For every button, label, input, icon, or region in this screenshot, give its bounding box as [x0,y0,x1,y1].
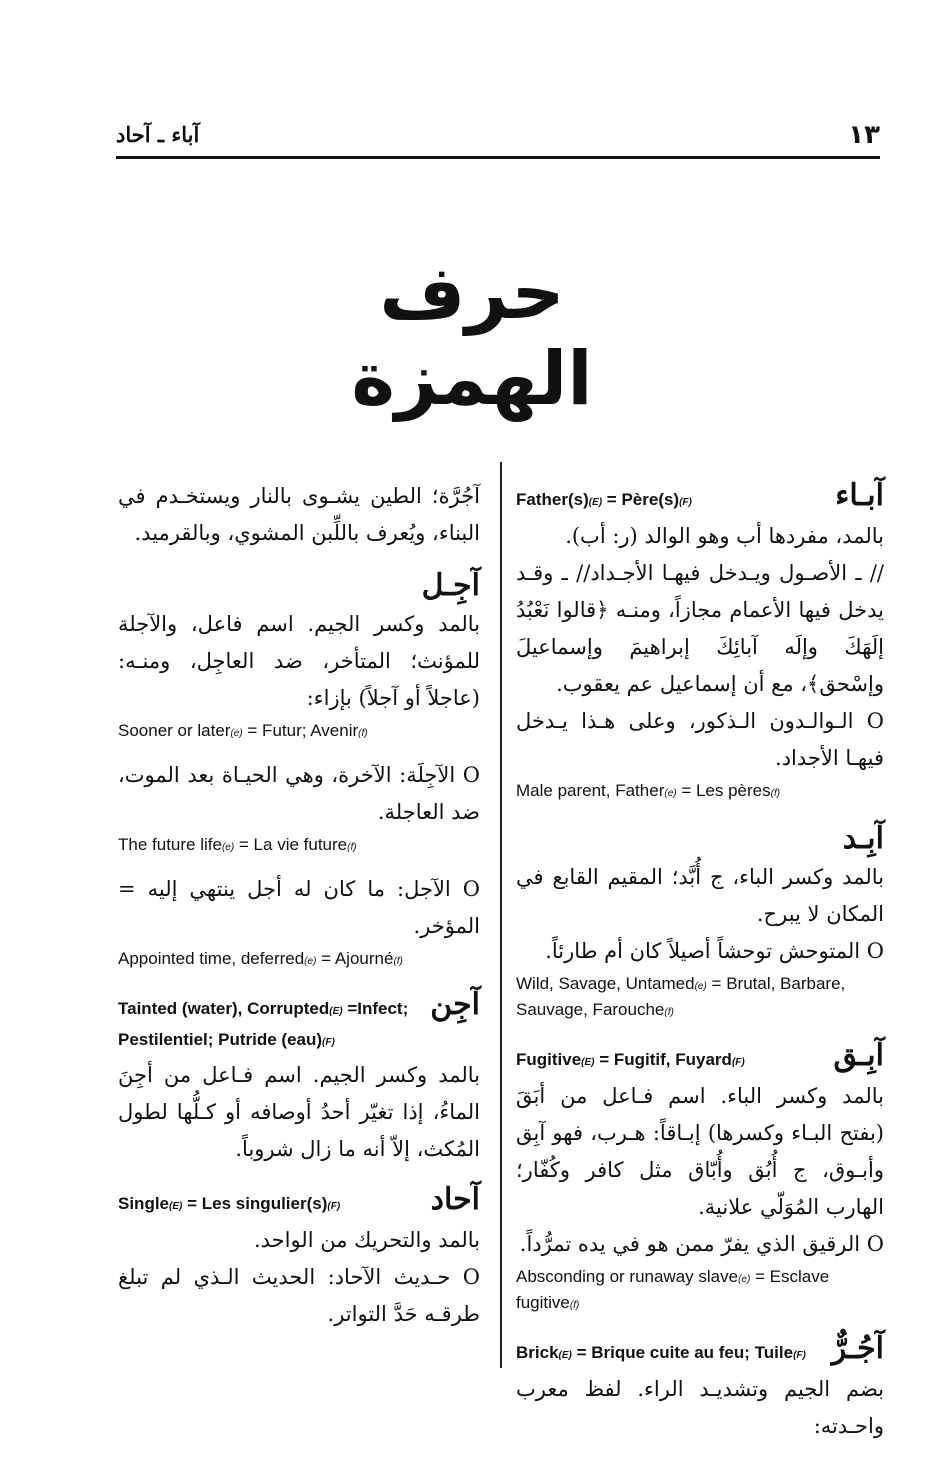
language-marker: (F) [731,1057,745,1068]
language-marker: (f) [358,728,368,739]
definition-text: O الآجل: ما كان له أجل ينتهي إليه = المؤخر. [118,877,480,938]
chapter-title: حرف الهمزة [351,250,593,422]
page-number: ١٣ [848,120,880,150]
english-gloss: Wild, Savage, Untamed(e) = Brutal, Barbare, Sauvage, Farouche(f) [516,974,846,1019]
language-marker: (e) [738,1274,751,1285]
entry-ajil [118,566,480,973]
entry-abid [516,819,884,1024]
language-marker: (f) [569,1300,580,1311]
headword: آبِـد [842,821,884,856]
entry-gloss: Brick(E) = Brique cuite au feu; Tuile(F) [516,1343,806,1362]
language-marker: (E) [329,1006,343,1017]
entry-abiq [516,1038,884,1317]
definition-text: O المتوحش توحشاً أصيلاً كان أم طارئاً. [545,939,884,963]
headword: آجِـل [421,568,480,603]
definition-text: بالمد، مفردها أب وهو الوالد (ر: أب). [565,524,884,548]
language-marker: (f) [393,956,403,967]
entry-ajurr-continued [118,478,480,552]
language-marker: (F) [679,497,692,508]
language-marker: (e) [304,956,317,967]
headword: آبِـق [833,1038,884,1073]
definition-text: بالمد والتحريك من الواحد. [253,1228,480,1252]
language-marker: (e) [230,728,243,739]
entry-ahad [118,1182,480,1333]
definition-text: آجُرَّة؛ الطين يشـوى بالنار ويستخـدم في البناء، ويُعرف باللِّبن المشوي، وبالقرميد. [118,484,480,545]
right-column [516,478,884,1459]
running-head: آباء ـ آحاد [116,122,200,147]
definition-text: بالمد وكسر الباء، ج أُبَّد؛ المقيم القابع في المكان لا يبرح. [516,865,884,926]
language-marker: (F) [793,1350,806,1361]
definition-text: O حـديث الآحاد: الحديث الـذي لم تبلغ طرقـه حَدَّ التواتر. [118,1265,480,1326]
definition-text: O الرقيق الذي يفرّ ممن هو في يده تمرُّداً. [519,1232,884,1256]
language-marker: (e) [694,981,707,992]
headword: آجُـرٌّ [831,1331,884,1366]
headword: آجِن [430,987,480,1022]
entry-ajin [118,987,480,1168]
language-marker: (f) [664,1007,674,1018]
language-marker: (E) [581,1057,595,1068]
definition-text: بالمد وكسر الجيم. اسم فـاعل من أجِنَ الماءُ، إذا تغيّر أحدُ أوصافه أو كـلُّها لطول المُكث، إلاّ أنه ما زال شروباً. [118,1063,480,1161]
language-marker: (E) [588,497,603,508]
headword: آبـاء [835,478,884,513]
language-marker: (e) [664,788,677,799]
language-marker: (F) [327,1201,341,1212]
definition-text: بضم الجيم وتشديـد الراء. لفظ معرب واحـدته: [516,1377,884,1438]
definition-text: O الـوالـدون الـذكور، وعلى هـذا يـدخل فيهـا الأجداد. [516,709,884,770]
left-column [118,478,480,1347]
entry-abaa [516,478,884,805]
definition-text: O الآجِلَة: الآخرة، وهي الحيـاة بعد الموت، ضد العاجلة. [118,763,480,824]
english-gloss: Male parent, Father(e) = Les pères(f) [516,781,781,800]
language-marker: (E) [558,1350,572,1361]
english-gloss: The future life(e) = La vie future(f) [118,835,357,854]
definition-text: بالمد وكسر الباء. اسم فـاعل من أبَقَ (بفتح البـاء وكسرها) إبـاقاً: هـرب، فهو آبِق وأبـوق، ج أُبُق وأُبّاق مثل كافر وكُفّار؛ الهارب المُوَلّي علانية. [516,1084,884,1219]
language-marker: (E) [169,1201,183,1212]
header-rule [116,156,880,159]
entry-gloss: Single(E) = Les singulier(s)(F) [118,1194,341,1213]
headword: آحاد [430,1182,480,1217]
language-marker: (f) [347,842,357,853]
language-marker: (f) [770,788,781,799]
entry-gloss: Tainted (water), Corrupted(E) =Infect; Pestilentiel; Putride (eau)(F) [118,999,409,1049]
column-divider [500,462,502,1368]
entry-ajurr [516,1331,884,1445]
english-gloss: Appointed time, deferred(e) = Ajourné(f) [118,949,403,968]
english-gloss: Sooner or later(e) = Futur; Avenir(f) [118,721,368,740]
english-gloss: Absconding or runaway slave(e) = Esclave fugitive(f) [516,1267,830,1312]
language-marker: (F) [322,1037,335,1048]
language-marker: (e) [221,842,235,853]
definition-text: // ـ الأصـول ويـدخل فيهـا الأجـداد// ـ وقـد يدخل فيها الأعمام مجازاً، ومنـه ﴿قالوا نَعْبُدُ إلَهَكَ وإلَه آبائِكَ إبراهيمَ وإسماعيلَ وإسْحق﴾، مع أن إسماعيل عم يعقوب. [516,561,884,696]
definition-text: بالمد وكسر الجيم. اسم فاعل، والآجلة للمؤنث؛ المتأخر، ضد العاجِل، ومنـه: (عاجلاً أو آجلاً) بإزاء: [118,612,480,710]
entry-gloss: Father(s)(E) = Père(s)(F) [516,490,692,509]
entry-gloss: Fugitive(E) = Fugitif, Fuyard(F) [516,1050,745,1069]
